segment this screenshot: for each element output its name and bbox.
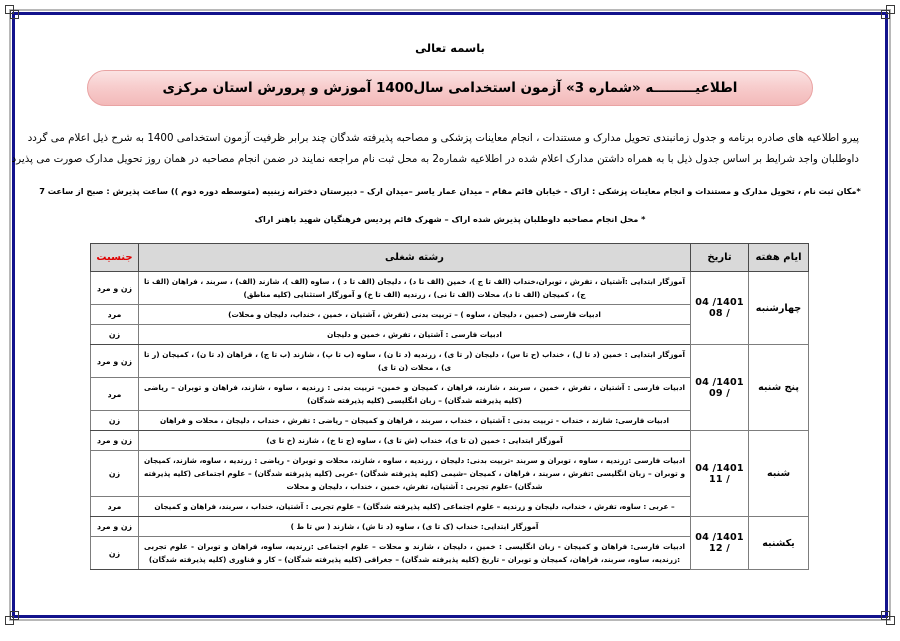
resize-handle-top-left-inner[interactable] bbox=[10, 10, 19, 19]
cell-gender: زن bbox=[91, 325, 139, 345]
intro-line-2: داوطلبان واجد شرایط بر اساس جدول ذیل با به همراه داشتن مدارک اعلام شده در اطلاعیه شماره2 به محل ثبت نام مراجعه نمایند در ضمن انجام مصاحبه در همان روز تحویل مدارک صورت می پذیرد bbox=[11, 153, 859, 165]
notes-block bbox=[33, 182, 867, 229]
cell-field: ادبیات فارسی: فراهان و کمیجان - زبان انگلیسی : خمین ، دلیجان ، شازند و محلات – علوم اجتماعی :زرندیه، ساوه، فراهان و توبران - علوم تجربی :زرندیه، ساوه، سربند، فراهان، کمیجان و توبران – تاریخ (کلیه پذیرفته شدگان) – جغرافی (کلیه پذیرفته شدگان) – کار و فناوری (کلیه پذیرفته شدگان) bbox=[139, 537, 691, 570]
cell-date: 1401/ 04 / 11 bbox=[691, 431, 749, 517]
table-row bbox=[91, 272, 809, 305]
cell-field: ادبیات فارسی (خمین ، دلیجان ، ساوه ) – تربیت بدنی (تفرش ، آشتیان ، خمین ، خنداب، دلیجان و محلات) bbox=[139, 305, 691, 325]
cell-field: ادبیات فارسی : آشتیان ، تفرش ، خمین ، سربند ، شازند، فراهان ، کمیجان و خمین– تربیت بدنی : زرندیه ، ساوه ، شازند، فراهان و توبران – ریاضی (کلیه پذیرفته شدگان) – زبان انگلیسی (کلیه پذیرفته شدگان) bbox=[139, 378, 691, 411]
cell-date: 1401/ 04 / 12 bbox=[691, 517, 749, 570]
column-header-gender bbox=[91, 244, 139, 272]
schedule-table bbox=[90, 243, 809, 570]
cell-gender: زن و مرد bbox=[91, 272, 139, 305]
cell-gender: مرد bbox=[91, 378, 139, 411]
cell-gender: زن و مرد bbox=[91, 345, 139, 378]
note-interview-location: * محل انجام مصاحبه داوطلبان پذیرش شده اراک – شهرک قائم پردیس فرهنگیان شهید باهنر اراک bbox=[254, 214, 646, 224]
announcement-title-banner bbox=[87, 70, 813, 106]
cell-gender: زن bbox=[91, 537, 139, 570]
bismillah-heading: باسمه تعالی bbox=[415, 41, 485, 55]
intro-paragraph bbox=[11, 128, 867, 170]
table-row bbox=[91, 431, 809, 451]
cell-field: آموزگار ابتدایی : خمین (د تا ل) ، خنداب (ح تا س) ، دلیجان (ر تا ی) ، زرندیه (د تا ن) ، ساوه (ب تا پ) ، شازند (ب تا ج) ، فراهان (د تا ن) ، کمیجان (ر تا ی) ، محلات (ن تا ی) bbox=[139, 345, 691, 378]
schedule-table-wrapper bbox=[91, 243, 809, 570]
cell-day: پنج شنبه bbox=[749, 345, 809, 431]
cell-gender: زن bbox=[91, 411, 139, 431]
column-header-gender-label: جنسیت bbox=[96, 252, 133, 263]
note-registration-location: *مکان ثبت نام ، تحویل مدارک و مستندات و انجام معاینات پزشکی : اراک - خیابان قائم مقام – میدان عمار یاسر –میدان ارک – دبیرستان دخترانه زینبیه (متوسطه دوره دوم )) ساعت پذیرش : صبح از ساعت 7 bbox=[39, 186, 861, 196]
cell-gender: زن bbox=[91, 451, 139, 497]
cell-field: – عربی : ساوه، تفرش ، خنداب، دلیجان و زرندیه – علوم اجتماعی (کلیه پذیرفته شدگان) – علوم تجربی : آشتیان، خنداب ، سربند، فراهان و کمیجان bbox=[139, 497, 691, 517]
cell-date: 1401/ 04 / 08 bbox=[691, 272, 749, 345]
cell-field: آموزگار ابتدایی: خنداب (ک تا ی) ، ساوه (د تا ش) ، شازند ( س تا ط ) bbox=[139, 517, 691, 537]
cell-day: یکشنبه bbox=[749, 517, 809, 570]
cell-day: چهارشنبه bbox=[749, 272, 809, 345]
page-frame bbox=[12, 12, 888, 618]
cell-field: آموزگار ابتدایی :آشتیان ، تفرش ، توبران،خنداب (الف تا ج )، خمین (الف تا د) ، دلیجان (الف تا د ) ، ساوه (الف )، شازند (الف) ، سربند ، فراهان (الف تا ج) ، کمیجان (الف تا د)، محلات (الف تا نی) ، زرندیه (الف تا خ) و آموزگار استثنایی (کلیه مناطق) bbox=[139, 272, 691, 305]
cell-date: 1401/ 04 / 09 bbox=[691, 345, 749, 431]
cell-field: آموزگار ابتدایی : خمین (ن تا ی)، خنداب (ش تا ی) ، ساوه (ج تا خ) ، شازند (خ تا ی) bbox=[139, 431, 691, 451]
cell-field: ادبیات فارسی: شازند ، خنداب - تربیت بدنی : آشتیان ، خنداب ، سربند ، فراهان و کمیجان – ریاضی : تفرش ، خنداب ، دلیجان ، محلات و فراهان bbox=[139, 411, 691, 431]
page-title: اطلاعیـــــــــه «شماره 3» آزمون استخدامی سال1400 آموزش و پرورش استان مرکزی bbox=[162, 80, 738, 96]
column-header-date: تاریخ bbox=[691, 244, 749, 272]
column-header-day: ایام هفته bbox=[749, 244, 809, 272]
cell-field: ادبیات فارسی :زرندیه ، ساوه ، توبران و سربند -تربیت بدنی: دلیجان ، زرندیه ، ساوه ، شازند، محلات و توبران - ریاضی : زرندیه ، ساوه، شازند، کمیجان و توبران – زبان انگلیسی :تفرش ، سربند ، فراهان ، کمیجان –شیمی (کلیه پذیرفته شدگان) -عربی (کلیه پذیرفته شدگان) – علوم اجتماعی (کلیه پذیرفته شدگان) -علوم تجربی : آشتیان، تفرش، خمین ، خنداب ، دلیجان و محلات bbox=[139, 451, 691, 497]
table-row bbox=[91, 345, 809, 378]
document-body bbox=[11, 41, 885, 641]
cell-field: ادبیات فارسی : آشتیان ، تفرش ، خمین و دلیجان bbox=[139, 325, 691, 345]
table-body bbox=[91, 272, 809, 570]
cell-gender: زن و مرد bbox=[91, 431, 139, 451]
cell-gender: زن و مرد bbox=[91, 517, 139, 537]
cell-day: شنبه bbox=[749, 431, 809, 517]
column-header-field: رشته شغلی bbox=[139, 244, 691, 272]
table-row bbox=[91, 517, 809, 537]
resize-handle-top-right-inner[interactable] bbox=[881, 10, 890, 19]
intro-line-1: پیرو اطلاعیه های صادره برنامه و جدول زمانبندی تحویل مدارک و مستندات ، انجام معاینات پزشکی و مصاحبه پذیرفته شدگان چند برابر ظرفیت آزمون استخدامی 1400 به شرح ذیل اعلام می گردد bbox=[27, 132, 859, 144]
cell-gender: مرد bbox=[91, 497, 139, 517]
table-header-row bbox=[91, 244, 809, 272]
cell-gender: مرد bbox=[91, 305, 139, 325]
table-head bbox=[91, 244, 809, 272]
